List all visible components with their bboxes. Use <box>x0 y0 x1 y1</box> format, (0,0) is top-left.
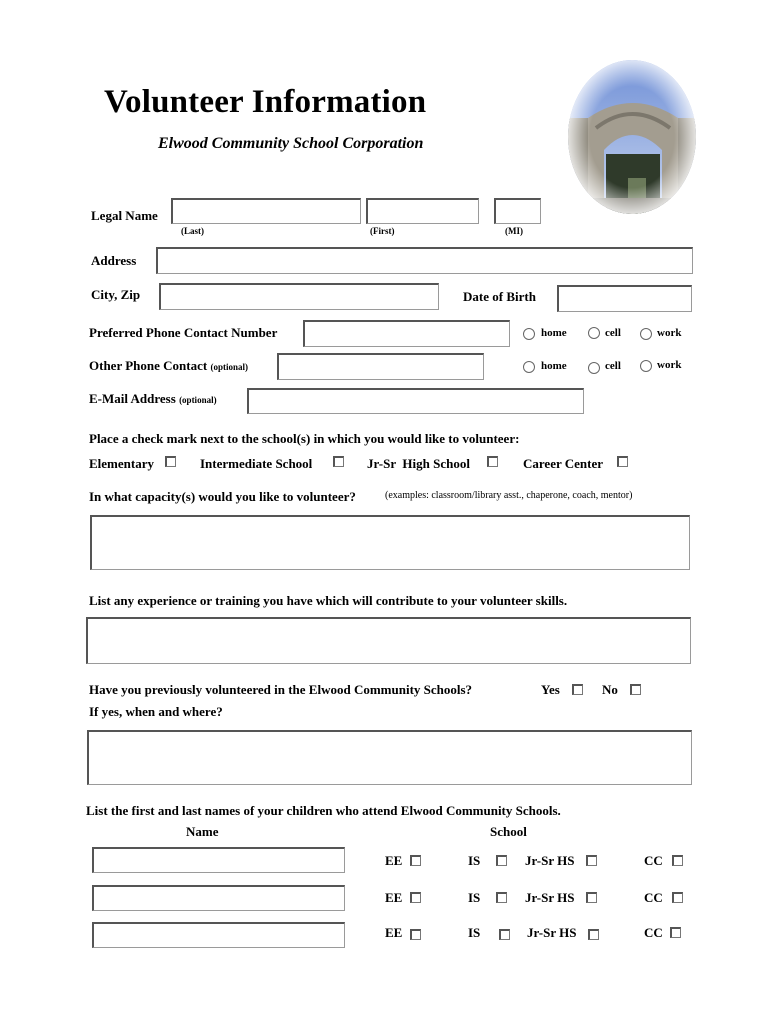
child-2-ee-checkbox[interactable] <box>410 892 421 903</box>
child-1-jrsr-label: Jr-Sr HS <box>525 853 575 868</box>
email-label <box>89 391 217 407</box>
previous-textarea[interactable] <box>87 730 692 785</box>
dob-field[interactable] <box>557 285 692 312</box>
child-2-ee-label: EE <box>385 890 403 905</box>
school-intermediate-label: Intermediate School <box>200 456 313 471</box>
children-name-header: Name <box>186 824 219 839</box>
child-2-cc-label: CC <box>644 890 663 905</box>
child-3-ee-checkbox[interactable] <box>410 929 421 940</box>
child-2-is-checkbox[interactable] <box>496 892 507 903</box>
school-career-checkbox[interactable] <box>617 456 628 467</box>
children-prompt: List the first and last names of your children who attend Elwood Community Schools. <box>86 803 561 818</box>
preferred-home-label: home <box>541 327 567 339</box>
other-phone-label <box>89 358 248 374</box>
school-jrsr-label: Jr-Sr High School <box>367 456 470 471</box>
school-jrsr-checkbox[interactable] <box>487 456 498 467</box>
address-field[interactable] <box>156 247 693 274</box>
other-work-radio[interactable] <box>640 360 652 372</box>
page-subtitle: Elwood Community School Corporation <box>158 135 424 152</box>
child-1-cc-label: CC <box>644 853 663 868</box>
child-1-is-label: IS <box>468 853 481 868</box>
other-phone-label-text: Other Phone Contact <box>89 358 208 373</box>
other-phone-optional: (optional) <box>210 362 248 372</box>
city-zip-label: City, Zip <box>91 287 141 302</box>
child-1-ee-label: EE <box>385 853 403 868</box>
school-career-label: Career Center <box>523 456 604 471</box>
child-1-is-checkbox[interactable] <box>496 855 507 866</box>
child-2-jrsr-checkbox[interactable] <box>586 892 597 903</box>
child-1-jrsr-checkbox[interactable] <box>586 855 597 866</box>
child-2-name-field[interactable] <box>92 885 345 911</box>
child-2-jrsr-label: Jr-Sr HS <box>525 890 575 905</box>
child-1-name-field[interactable] <box>92 847 345 873</box>
capacity-examples: (examples: classroom/library asst., chaperone, coach, mentor) <box>385 490 633 501</box>
preferred-work-radio[interactable] <box>640 328 652 340</box>
mi-caption: (MI) <box>505 226 523 236</box>
child-3-jrsr-checkbox[interactable] <box>588 929 599 940</box>
capacity-question: In what capacity(s) would you like to volunteer? <box>89 489 356 504</box>
other-cell-label: cell <box>605 360 621 372</box>
experience-question: List any experience or training you have which will contribute to your volunteer skills. <box>89 593 568 608</box>
child-3-ee-label: EE <box>385 925 403 940</box>
child-3-name-field[interactable] <box>92 922 345 948</box>
email-field[interactable] <box>247 388 584 414</box>
middle-initial-field[interactable] <box>494 198 541 224</box>
legal-name-label: Legal Name <box>91 208 158 223</box>
other-home-radio[interactable] <box>523 361 535 373</box>
previous-no-label: No <box>602 682 618 697</box>
child-3-cc-checkbox[interactable] <box>670 927 681 938</box>
child-2-cc-checkbox[interactable] <box>672 892 683 903</box>
previous-followup: If yes, when and where? <box>89 704 223 719</box>
school-intermediate-checkbox[interactable] <box>333 456 344 467</box>
preferred-work-label: work <box>657 327 682 339</box>
preferred-home-radio[interactable] <box>523 328 535 340</box>
preferred-cell-label: cell <box>605 327 621 339</box>
page-title: Volunteer Information <box>104 84 427 120</box>
preferred-phone-label: Preferred Phone Contact Number <box>89 325 278 340</box>
schools-prompt: Place a check mark next to the school(s) in which you would like to volunteer: <box>89 431 520 446</box>
previous-no-checkbox[interactable] <box>630 684 641 695</box>
child-3-jrsr-label: Jr-Sr HS <box>527 925 577 940</box>
child-1-ee-checkbox[interactable] <box>410 855 421 866</box>
preferred-phone-field[interactable] <box>303 320 510 347</box>
dob-label: Date of Birth <box>463 289 536 304</box>
address-label: Address <box>91 253 137 268</box>
last-name-field[interactable] <box>171 198 361 224</box>
school-elementary-checkbox[interactable] <box>165 456 176 467</box>
child-2-is-label: IS <box>468 890 481 905</box>
previous-yes-label: Yes <box>541 682 560 697</box>
previous-yes-checkbox[interactable] <box>572 684 583 695</box>
experience-textarea[interactable] <box>86 617 691 664</box>
email-optional: (optional) <box>179 395 217 405</box>
last-name-caption: (Last) <box>181 226 204 236</box>
other-work-label: work <box>657 359 682 371</box>
child-1-cc-checkbox[interactable] <box>672 855 683 866</box>
other-phone-field[interactable] <box>277 353 484 380</box>
email-label-text: E-Mail Address <box>89 391 176 406</box>
capacity-textarea[interactable] <box>90 515 690 570</box>
child-3-is-checkbox[interactable] <box>499 929 510 940</box>
first-name-field[interactable] <box>366 198 479 224</box>
other-cell-radio[interactable] <box>588 362 600 374</box>
school-elementary-label: Elementary <box>89 456 154 471</box>
children-school-header: School <box>490 824 527 839</box>
first-name-caption: (First) <box>370 226 395 236</box>
child-3-is-label: IS <box>468 925 481 940</box>
previous-question: Have you previously volunteered in the Elwood Community Schools? <box>89 682 473 697</box>
preferred-cell-radio[interactable] <box>588 327 600 339</box>
city-zip-field[interactable] <box>159 283 439 310</box>
child-3-cc-label: CC <box>644 925 663 940</box>
other-home-label: home <box>541 360 567 372</box>
school-arch-photo <box>566 58 698 216</box>
